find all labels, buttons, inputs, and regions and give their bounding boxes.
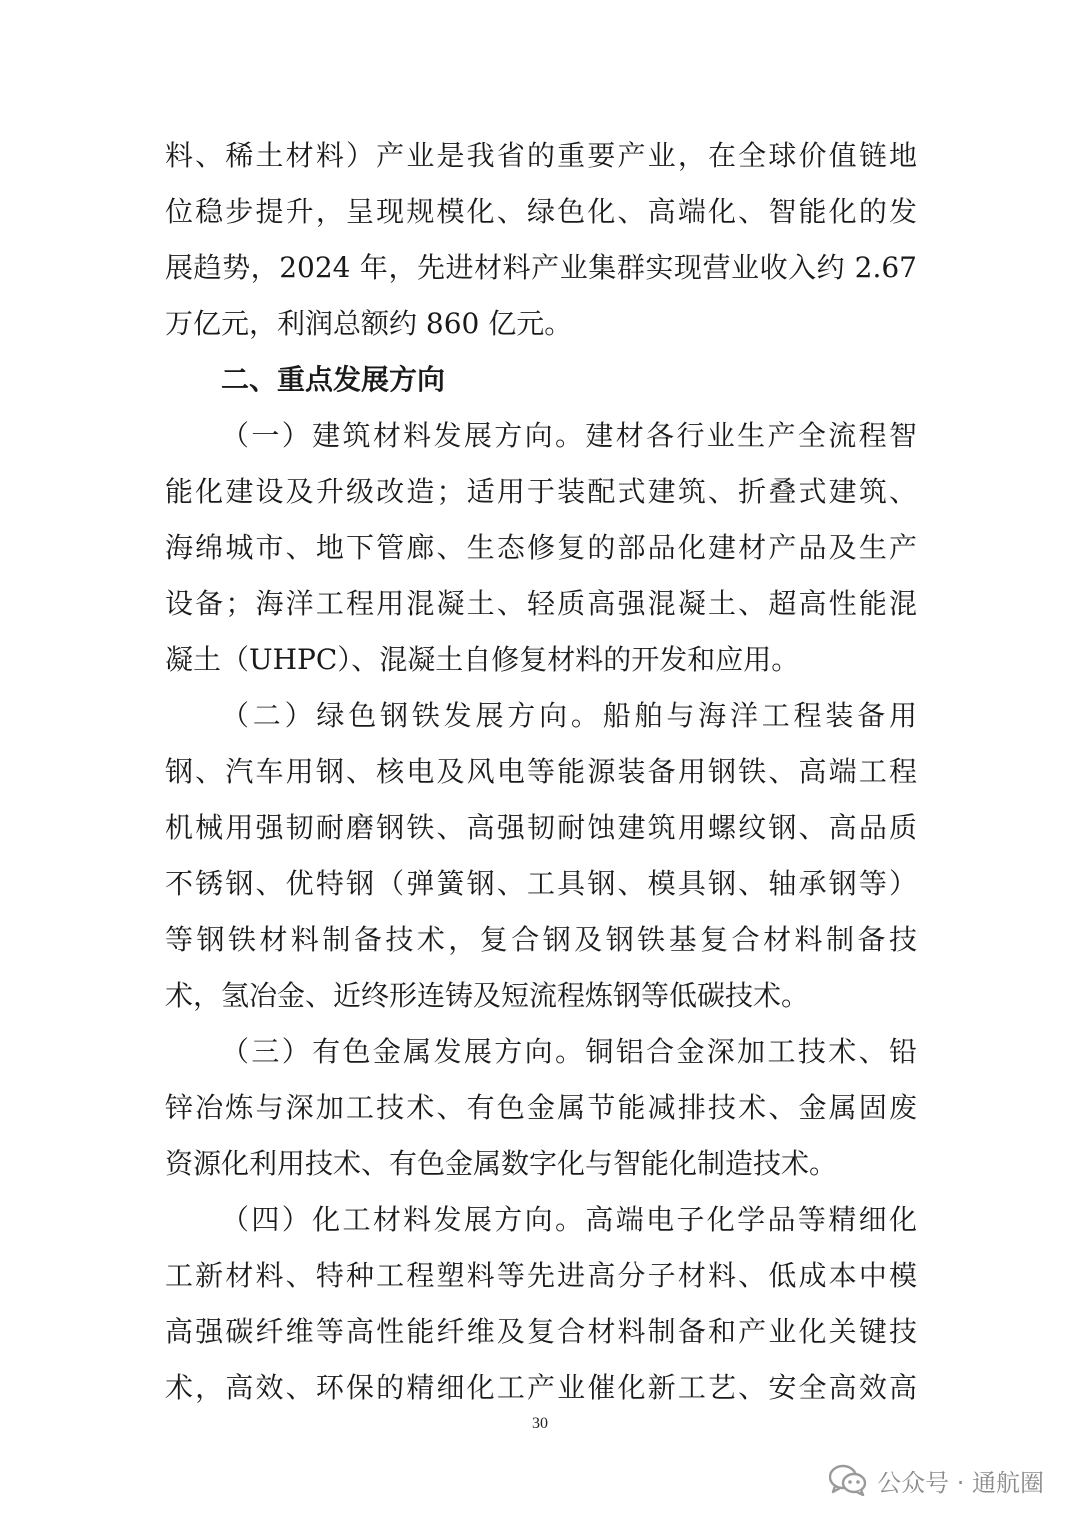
section-heading: 二、重点发展方向	[221, 363, 446, 396]
text-line: 术，氢冶金、近终形连铸及短流程炼钢等低碳技术。	[165, 979, 810, 1012]
text-line: 锌冶炼与深加工技术、有色金属节能减排技术、金属固废	[165, 1091, 917, 1124]
text-line: 钢、汽车用钢、核电及风电等能源装备用钢铁、高端工程	[165, 755, 917, 788]
text-line: 术，高效、环保的精细化工产业催化新工艺、安全高效高	[165, 1371, 917, 1404]
watermark-text: 公众号 · 通航圈	[877, 1468, 1044, 1497]
text-line: 工新材料、特种工程塑料等先进高分子材料、低成本中模	[165, 1259, 917, 1292]
text-line: （三）有色金属发展方向。铜铝合金深加工技术、铅	[221, 1035, 917, 1068]
text-line: 位稳步提升，呈现规模化、绿色化、高端化、智能化的发	[165, 195, 917, 228]
text-line: 展趋势，2024 年，先进材料产业集群实现营业收入约 2.67	[165, 251, 917, 284]
text-line: 万亿元，利润总额约 860 亿元。	[165, 307, 573, 340]
text-line: 设备；海洋工程用混凝土、轻质高强混凝土、超高性能混	[165, 587, 917, 620]
text-line: 凝土（UHPC）、混凝土自修复材料的开发和应用。	[165, 643, 800, 676]
text-line: 海绵城市、地下管廊、生态修复的部品化建材产品及生产	[165, 531, 917, 564]
text-line: 高强碳纤维等高性能纤维及复合材料制备和产业化关键技	[165, 1315, 917, 1348]
watermark	[829, 1460, 1044, 1500]
text-line: （四）化工材料发展方向。高端电子化学品等精细化	[221, 1203, 917, 1236]
text-line: 等钢铁材料制备技术，复合钢及钢铁基复合材料制备技	[165, 923, 917, 956]
text-line: 料、稀土材料）产业是我省的重要产业，在全球价值链地	[165, 139, 917, 172]
wechat-icon	[829, 1464, 867, 1496]
text-line: 资源化利用技术、有色金属数字化与智能化制造技术。	[165, 1147, 838, 1180]
text-line: 不锈钢、优特钢（弹簧钢、工具钢、模具钢、轴承钢等）	[165, 867, 917, 900]
text-line: （二）绿色钢铁发展方向。船舶与海洋工程装备用	[221, 699, 917, 732]
text-line: 机械用强韧耐磨钢铁、高强韧耐蚀建筑用螺纹钢、高品质	[165, 811, 917, 844]
text-line: 能化建设及升级改造；适用于装配式建筑、折叠式建筑、	[165, 475, 917, 508]
text-line: （一）建筑材料发展方向。建材各行业生产全流程智	[221, 419, 917, 452]
page-number: 30	[532, 1415, 548, 1432]
